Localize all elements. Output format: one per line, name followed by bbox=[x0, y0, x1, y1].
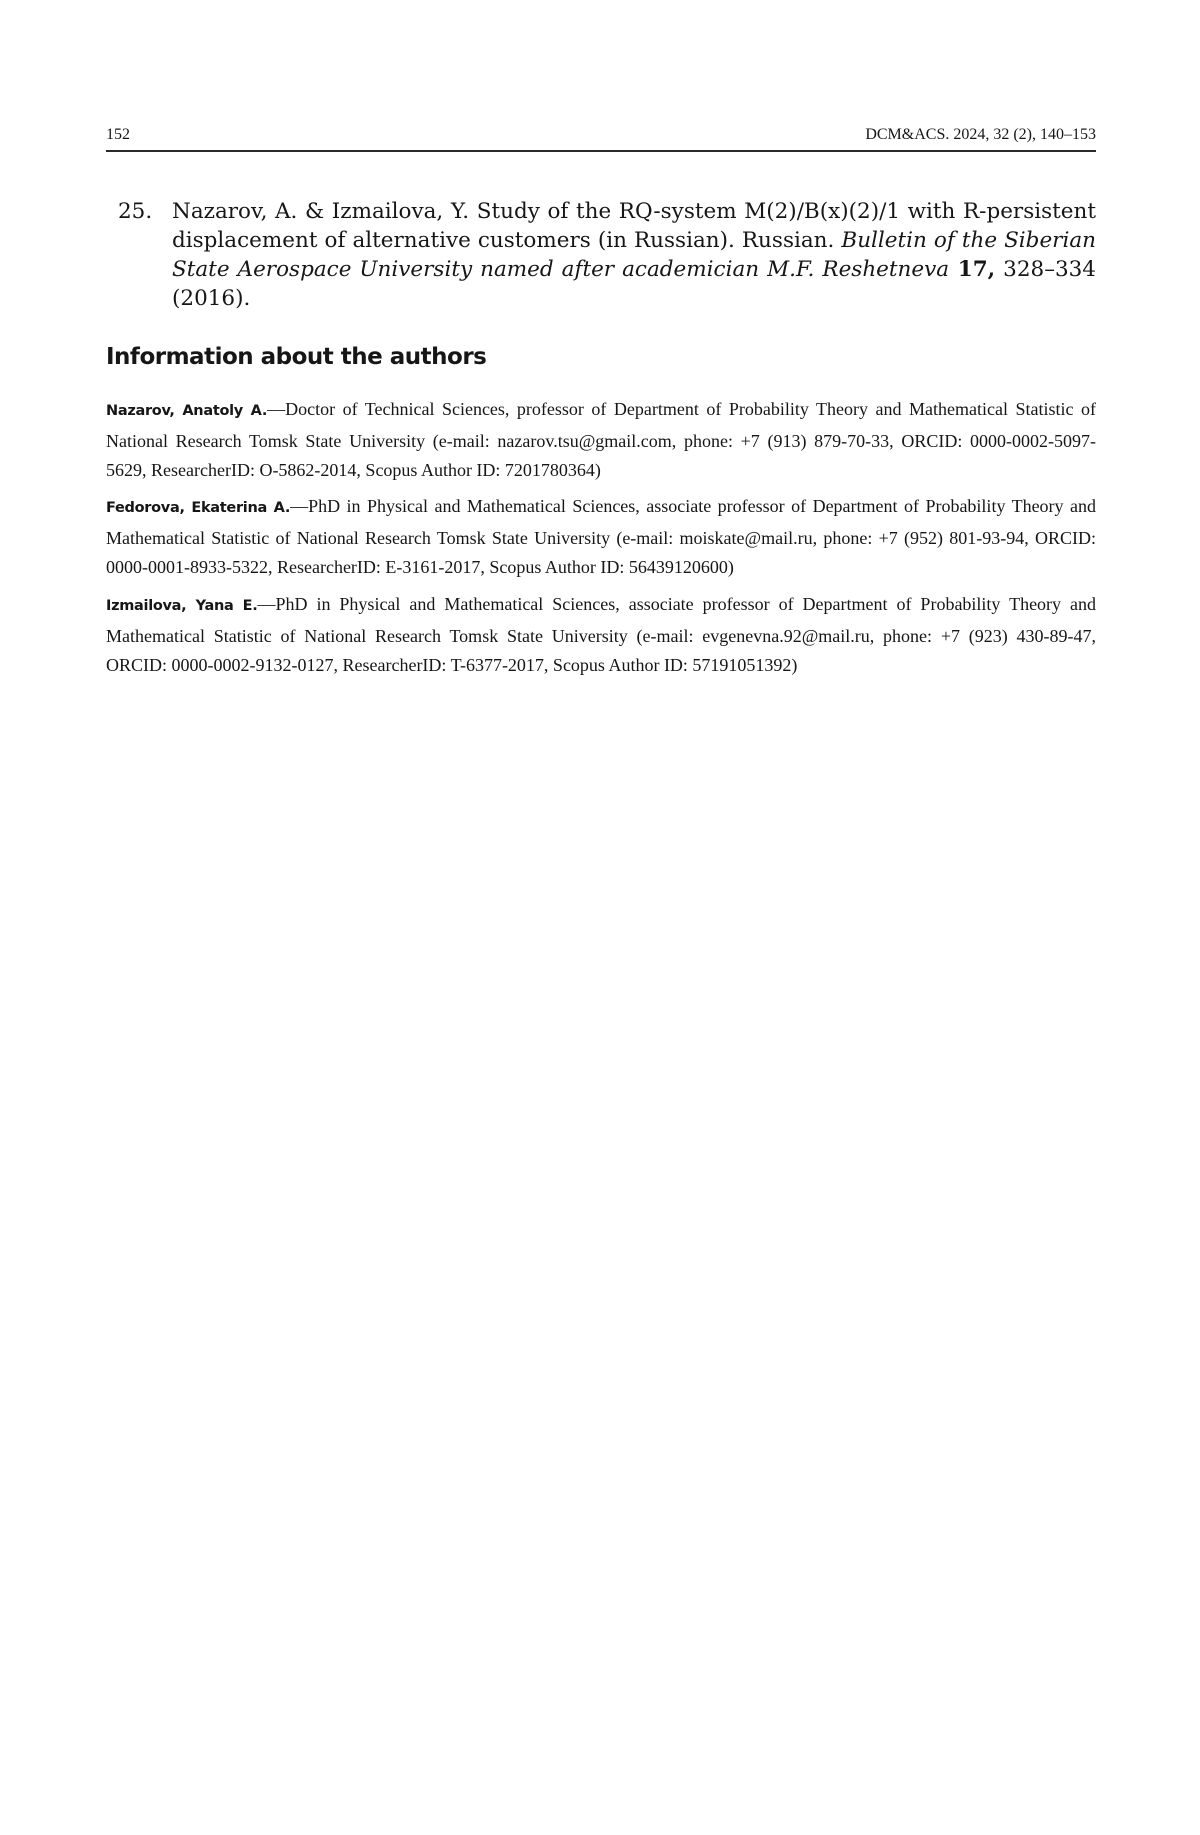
author-name: Fedorova, Ekaterina A. bbox=[106, 500, 291, 516]
running-head: DCM&ACS. 2024, 32 (2), 140–153 bbox=[865, 126, 1096, 143]
author-bio: —PhD in Physical and Mathematical Sciences, associate professor of Department of Probability Theory and Mathematical Statistic of National Research Tomsk State University (e-mail: moiskate@mail.ru, phone: +7 (952) 801-93-94, ORCID: 0000-0001-8933-5322, ResearcherID: E-3161-2017, Scopus Author ID: 56439120600) bbox=[106, 496, 1096, 577]
reference-journal: Bulletin of the Siberian State Aerospace University named after academician M.F. Reshetneva bbox=[172, 228, 1096, 282]
author-name: Izmailova, Yana E. bbox=[106, 598, 258, 614]
author-bio: —Doctor of Technical Sciences, professor of Department of Probability Theory and Mathematical Statistic of National Research Tomsk State University (e-mail: nazarov.tsu@gmail.com, phone: +7 (913) 879-70-33, ORCID: 0000-0002-5097-5629, ResearcherID: O-5862-2014, Scopus Author ID: 7201780364) bbox=[106, 399, 1096, 480]
reference-number: 25. bbox=[118, 199, 153, 224]
reference-entry bbox=[106, 197, 1096, 313]
section-title: Information about the authors bbox=[106, 344, 487, 370]
reference-pages-year: 328–334 (2016). bbox=[172, 257, 1096, 311]
page-number: 152 bbox=[106, 126, 130, 143]
page-header bbox=[106, 126, 1096, 152]
author-entry bbox=[106, 492, 1096, 583]
reference-authors-title: Nazarov, A. & Izmailova, Y. Study of the RQ-system M(2)/B(x)(2)/1 with R-persistent displacement of alternative customers (in Russian). Russian. bbox=[172, 199, 1096, 253]
author-bio: —PhD in Physical and Mathematical Sciences, associate professor of Department of Probability Theory and Mathematical Statistic of National Research Tomsk State University (e-mail: evgenevna.92@mail.ru, phone: +7 (923) 430-89-47, ORCID: 0000-0002-9132-0127, ResearcherID: T-6377-2017, Scopus Author ID: 57191051392) bbox=[106, 594, 1097, 675]
author-name: Nazarov, Anatoly A. bbox=[106, 403, 268, 419]
reference-text bbox=[172, 197, 1096, 313]
author-entry bbox=[106, 395, 1096, 486]
reference-volume: 17, bbox=[949, 257, 996, 282]
author-entry bbox=[106, 590, 1096, 681]
